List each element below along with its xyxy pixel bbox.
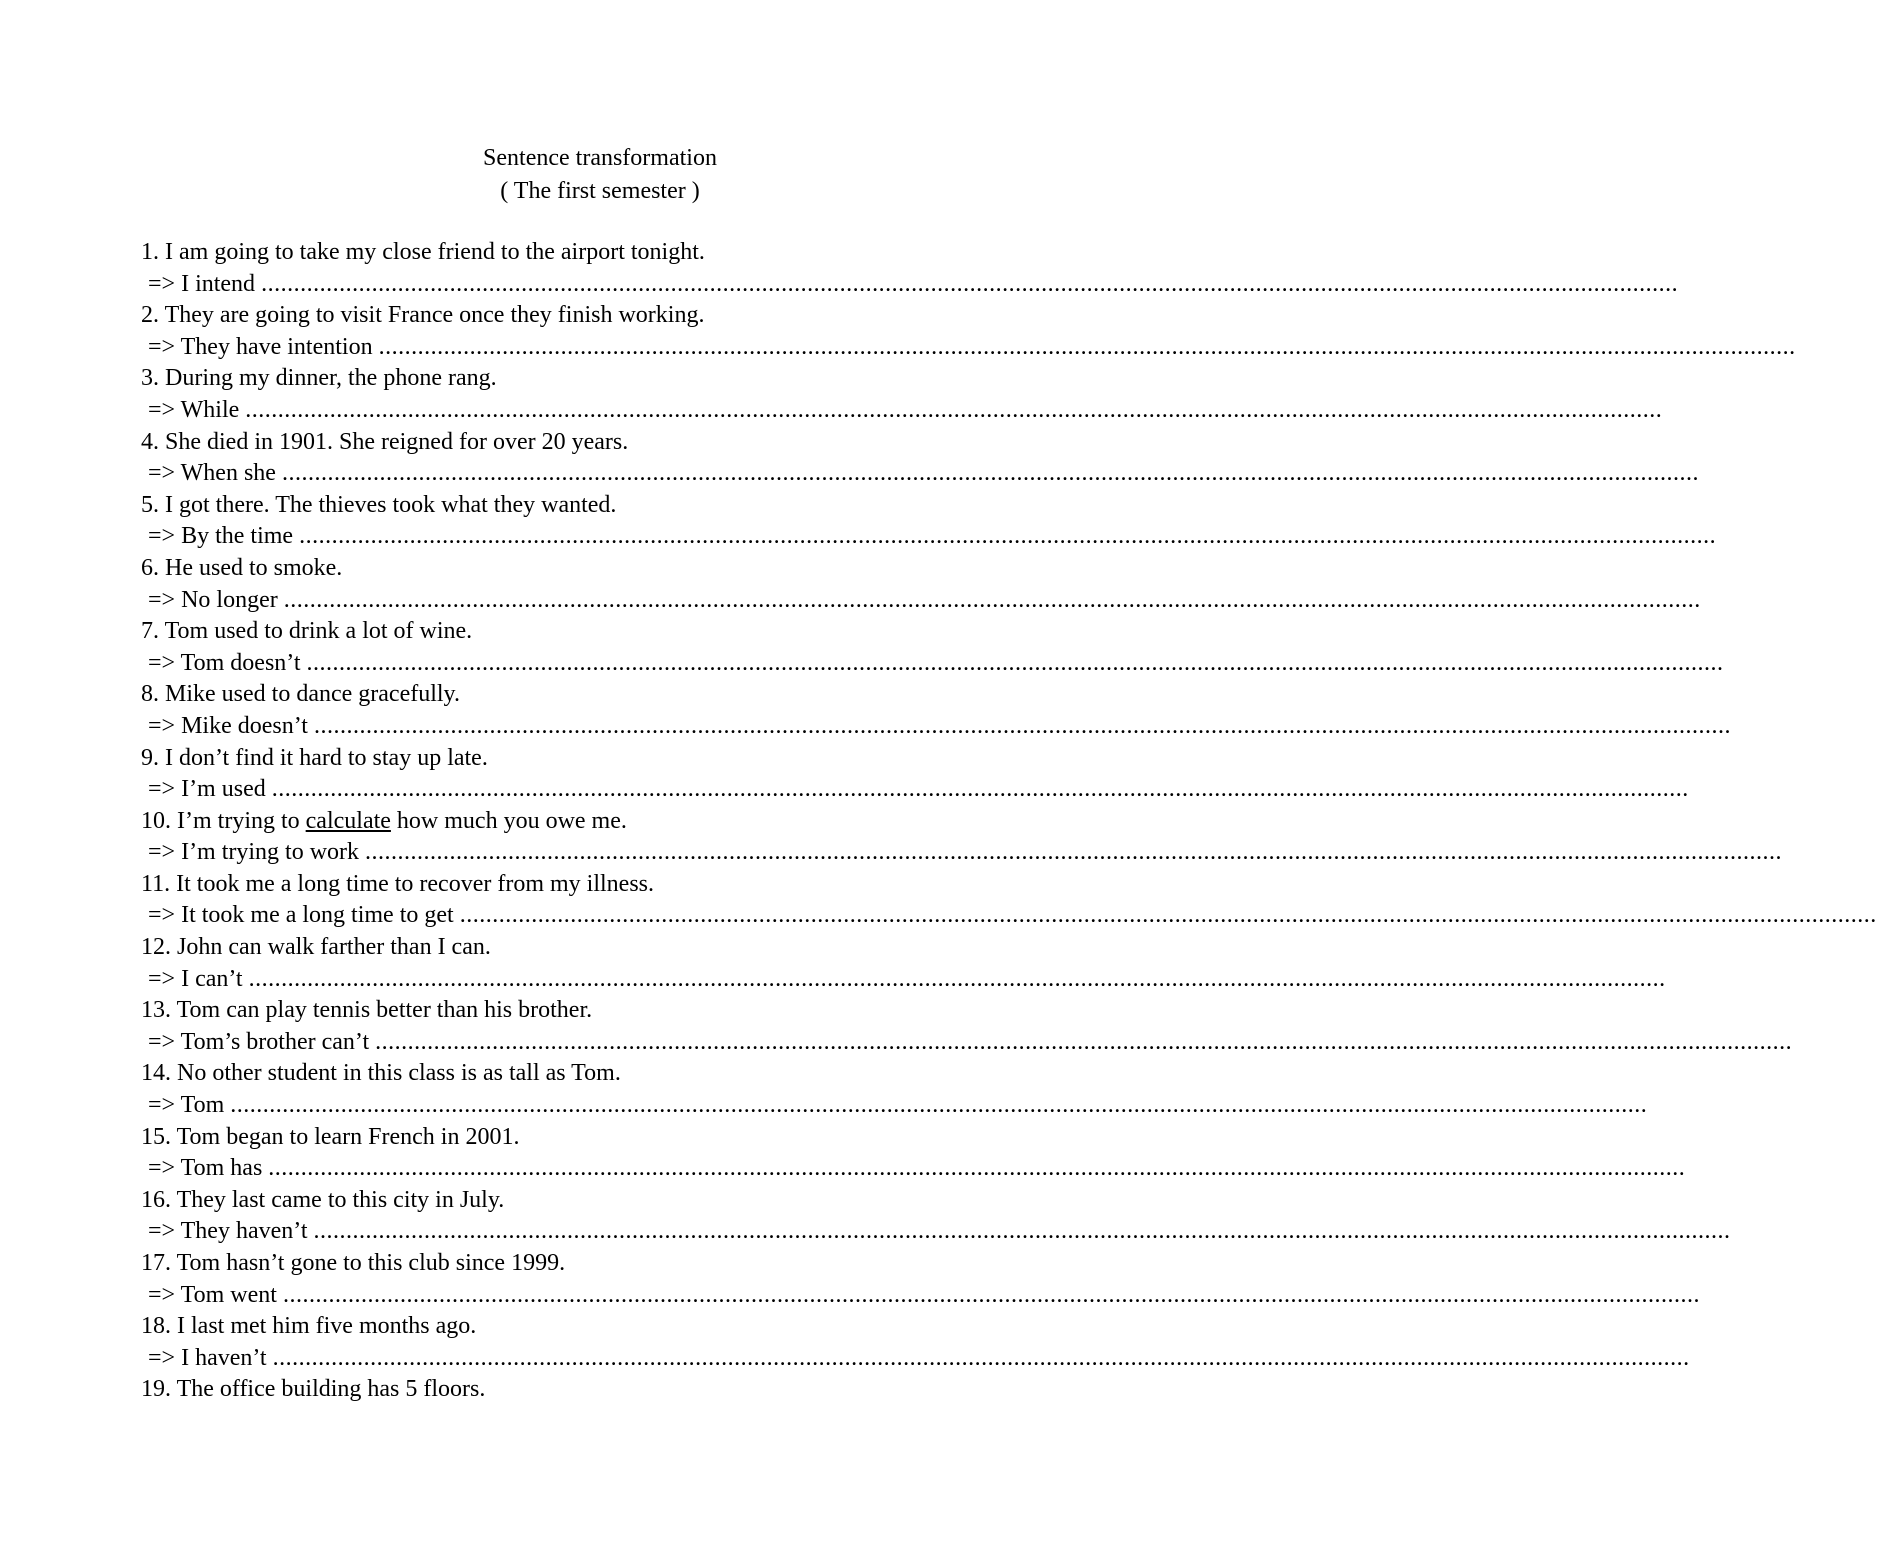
exercise-prompt: 12. John can walk farther than I can. — [141, 934, 491, 961]
underlined-word: calculate — [305, 807, 391, 834]
exercise-prompt: 5. I got there. The thieves took what they wanted. — [141, 491, 617, 518]
answer-line — [141, 1090, 1648, 1122]
answer-line — [141, 900, 1877, 932]
answer-line — [141, 648, 1724, 680]
answer-blank: .......................................................................................................................................................................................................................... — [268, 1155, 1686, 1182]
exercise-list — [141, 237, 1877, 1406]
answer-lead: => Tom’s brother can’t — [148, 1028, 376, 1055]
answer-blank: .......................................................................................................................................................................................................................... — [459, 902, 1877, 929]
exercise-prompt: 17. Tom hasn’t gone to this club since 1999. — [141, 1250, 566, 1276]
page-title: Sentence transformation — [483, 145, 717, 171]
exercise-prompt: 18. I last met him five months ago. — [141, 1313, 477, 1340]
answer-lead: => Tom — [148, 1092, 231, 1119]
answer-line — [141, 964, 1666, 996]
answer-line — [141, 711, 1731, 743]
prompt-text: how much you owe me. — [390, 807, 627, 834]
answer-blank: .......................................................................................................................................................................................................................... — [299, 523, 1717, 550]
exercise-prompt: 9. I don’t find it hard to stay up late. — [141, 744, 488, 771]
answer-line — [141, 837, 1783, 869]
exercise-prompt: 11. It took me a long time to recover from my illness. — [141, 870, 654, 897]
answer-line — [141, 521, 1717, 553]
answer-blank: .......................................................................................................................................................................................................................... — [375, 1028, 1793, 1055]
answer-line — [141, 269, 1679, 301]
answer-blank: .......................................................................................................................................................................................................................... — [282, 1281, 1700, 1308]
answer-blank: .......................................................................................................................................................................................................................... — [313, 1218, 1731, 1245]
exercise-prompt: 13. Tom can play tennis better than his brother. — [141, 997, 593, 1024]
answer-lead: => I’m used — [148, 776, 272, 803]
exercise-prompt: 8. Mike used to dance gracefully. — [141, 681, 460, 708]
prompt-text: 10. I’m trying to — [141, 807, 306, 834]
exercise-prompt: 16. They last came to this city in July. — [141, 1186, 505, 1213]
exercise-prompt: 7. Tom used to drink a lot of wine. — [141, 618, 473, 645]
answer-lead: => Tom doesn’t — [148, 649, 307, 676]
answer-lead: => Tom has — [148, 1155, 269, 1182]
answer-lead: => Mike doesn’t — [148, 712, 314, 739]
answer-lead: => They haven’t — [148, 1218, 314, 1245]
answer-blank: .......................................................................................................................................................................................................................... — [281, 460, 1699, 487]
answer-line — [141, 1343, 1690, 1375]
answer-lead: => While — [148, 396, 246, 423]
answer-lead: => No longer — [148, 586, 284, 613]
exercise-prompt: 2. They are going to visit France once they finish working. — [141, 302, 705, 329]
exercise-prompt: 6. He used to smoke. — [141, 554, 343, 581]
answer-lead: => I can’t — [148, 965, 249, 992]
answer-blank: .......................................................................................................................................................................................................................... — [283, 586, 1701, 613]
answer-line — [141, 774, 1689, 806]
answer-blank: .......................................................................................................................................................................................................................... — [245, 396, 1663, 423]
answer-line — [141, 395, 1663, 427]
answer-blank: .......................................................................................................................................................................................................................... — [272, 1344, 1690, 1371]
exercise-prompt: 19. The office building has 5 floors. — [141, 1376, 486, 1403]
answer-blank: .......................................................................................................................................................................................................................... — [378, 333, 1796, 360]
answer-line — [141, 332, 1796, 364]
answer-blank: .......................................................................................................................................................................................................................... — [306, 649, 1724, 676]
answer-line — [141, 1280, 1700, 1312]
answer-blank: .......................................................................................................................................................................................................................... — [313, 712, 1731, 739]
answer-lead: => By the time — [148, 523, 300, 550]
answer-line — [141, 1153, 1686, 1185]
title-block — [0, 142, 1200, 208]
exercise-prompt — [141, 806, 921, 838]
answer-lead: => It took me a long time to get — [148, 902, 460, 929]
exercise-prompt: 4. She died in 1901. She reigned for over 20 years. — [141, 428, 629, 455]
answer-blank: .......................................................................................................................................................................................................................... — [230, 1092, 1648, 1119]
answer-lead: => They have intention — [148, 333, 379, 360]
answer-blank: .......................................................................................................................................................................................................................... — [261, 270, 1679, 297]
answer-blank: .......................................................................................................................................................................................................................... — [248, 965, 1666, 992]
answer-lead: => Tom went — [148, 1281, 283, 1308]
answer-line — [141, 585, 1701, 617]
exercise-prompt: 1. I am going to take my close friend to the airport tonight. — [141, 239, 705, 265]
page-subtitle: ( The first semester ) — [500, 178, 700, 204]
answer-line — [141, 458, 1699, 490]
answer-line — [141, 1216, 1731, 1248]
answer-blank: .......................................................................................................................................................................................................................... — [271, 776, 1689, 803]
exercise-prompt: 14. No other student in this class is as tall as Tom. — [141, 1060, 621, 1087]
answer-lead: => I’m trying to work — [148, 839, 366, 866]
exercise-prompt: 15. Tom began to learn French in 2001. — [141, 1123, 520, 1150]
answer-blank: .......................................................................................................................................................................................................................... — [365, 839, 1783, 866]
answer-line — [141, 1027, 1793, 1059]
exercise-prompt: 3. During my dinner, the phone rang. — [141, 365, 497, 392]
answer-lead: => I haven’t — [148, 1344, 273, 1371]
answer-lead: => I intend — [148, 270, 262, 297]
answer-lead: => When she — [148, 460, 282, 487]
